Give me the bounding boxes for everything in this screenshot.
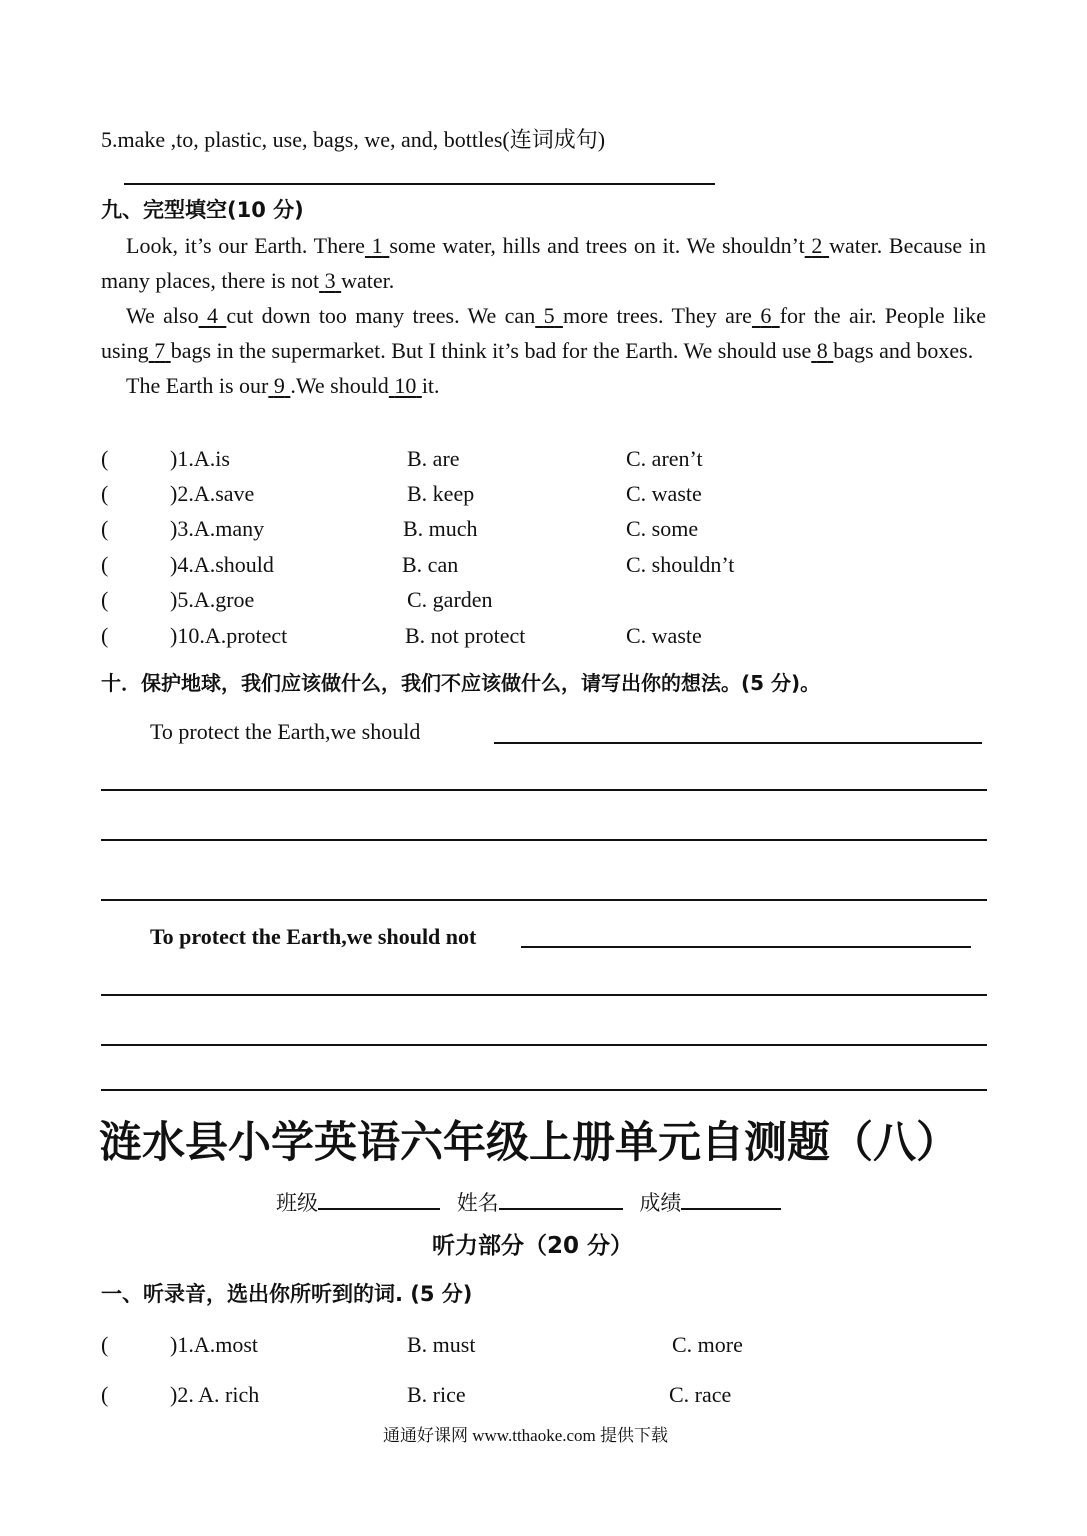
cloze-paragraph-1 [101, 228, 986, 298]
blank-4: 4 [206, 303, 218, 328]
student-info-row [276, 1188, 781, 1218]
option-b[interactable]: B. are [407, 446, 460, 471]
option-a[interactable]: )10.A.protect [170, 623, 288, 648]
blank-6: 6 [760, 303, 772, 328]
passage-text: some water, hills and trees on it. We shouldn’t [389, 233, 805, 258]
passage-text: bags and boxes. [833, 338, 974, 363]
answer-line[interactable] [101, 1044, 987, 1046]
answer-paren[interactable]: ( [101, 481, 109, 506]
class-field[interactable] [318, 1207, 440, 1210]
option-a[interactable]: )1.A.most [170, 1332, 258, 1357]
passage-text: cut down too many trees. We can [226, 303, 536, 328]
option-b[interactable]: B. can [402, 552, 459, 577]
blank-7: 7 [154, 338, 166, 363]
name-label: 姓名 [456, 1191, 499, 1215]
class-label: 班级 [276, 1191, 318, 1215]
passage-text: it. [421, 373, 440, 398]
option-b[interactable]: C. garden [407, 587, 493, 612]
passage-text: .We should [290, 373, 389, 398]
passage-text: We also [126, 303, 199, 328]
score-label: 成绩 [639, 1191, 682, 1215]
passage-text: for the air. People like using [101, 303, 987, 363]
name-field[interactable] [499, 1207, 623, 1210]
question-5-text: 5.make ,to, plastic, use, bags, we, and, bottles(连词成句) [101, 127, 606, 152]
option-b[interactable]: B. keep [407, 481, 475, 506]
cloze-passage [101, 228, 986, 403]
option-c[interactable]: C. aren’t [626, 446, 703, 471]
section-10-title: 十．保护地球，我们应该做什么，我们不应该做什么，请写出你的想法。(5 分)。 [101, 671, 821, 695]
passage-text: more trees. They are [562, 303, 752, 328]
answer-paren[interactable]: ( [101, 552, 109, 577]
blank-2: 2 [811, 233, 823, 258]
answer-paren[interactable]: ( [101, 623, 109, 648]
answer-line[interactable] [101, 994, 987, 996]
answer-paren[interactable]: ( [101, 587, 109, 612]
blank-8: 8 [816, 338, 828, 363]
option-a[interactable]: )1.A.is [170, 446, 230, 471]
option-b[interactable]: B. not protect [405, 623, 526, 648]
answer-line[interactable] [101, 899, 987, 901]
option-c[interactable]: C. some [626, 516, 699, 541]
answer-paren[interactable]: ( [101, 446, 109, 471]
question-5-answer-line[interactable] [124, 183, 715, 185]
prompt-should: To protect the Earth,we should [150, 719, 421, 744]
option-a[interactable]: )3.A.many [170, 516, 265, 541]
option-b[interactable]: B. rice [407, 1382, 466, 1407]
listening-title: 听力部分（20 分） [432, 1233, 634, 1259]
option-a[interactable]: )2. A. rich [170, 1382, 260, 1407]
answer-paren[interactable]: ( [101, 1332, 109, 1357]
answer-line[interactable] [101, 839, 987, 841]
option-c[interactable]: C. waste [626, 623, 702, 648]
option-c[interactable]: C. shouldn’t [626, 552, 735, 577]
footer-text: 通通好课网 www.tthaoke.com 提供下载 [383, 1426, 669, 1445]
passage-text: Look, it’s our Earth. There [126, 233, 365, 258]
option-b[interactable]: B. much [403, 516, 478, 541]
answer-paren[interactable]: ( [101, 1382, 109, 1407]
cloze-paragraph-3 [101, 368, 986, 403]
exam-title: 涟水县小学英语六年级上册单元自测题（八） [99, 1118, 959, 1168]
blank-9: 9 [273, 373, 285, 398]
score-field[interactable] [681, 1207, 781, 1210]
option-a[interactable]: )5.A.groe [170, 587, 255, 612]
prompt-should-not: To protect the Earth,we should not [150, 924, 477, 949]
option-c[interactable]: C. race [669, 1382, 732, 1407]
option-a[interactable]: )4.A.should [170, 552, 274, 577]
option-c[interactable]: C. waste [626, 481, 702, 506]
answer-line[interactable] [494, 742, 982, 744]
section-9-title: 九、完型填空(10 分) [101, 198, 304, 222]
option-c[interactable]: C. more [672, 1332, 743, 1357]
passage-text: The Earth is our [126, 373, 269, 398]
answer-paren[interactable]: ( [101, 516, 109, 541]
option-b[interactable]: B. must [407, 1332, 476, 1357]
blank-3: 3 [324, 268, 336, 293]
answer-line[interactable] [521, 946, 971, 948]
answer-line[interactable] [101, 1089, 987, 1091]
option-a[interactable]: )2.A.save [170, 481, 255, 506]
passage-text: bags in the supermarket. But I think it’s bad for the Earth. We should use [170, 338, 812, 363]
blank-5: 5 [543, 303, 555, 328]
passage-text: water. Because in many places, there is not [101, 233, 986, 293]
blank-1: 1 [371, 233, 383, 258]
answer-line[interactable] [101, 789, 987, 791]
listening-section-1-title: 一、听录音，选出你所听到的词. (5 分) [101, 1282, 473, 1306]
cloze-paragraph-2 [101, 298, 986, 368]
passage-text: water. [341, 268, 395, 293]
blank-10: 10 [394, 373, 417, 398]
